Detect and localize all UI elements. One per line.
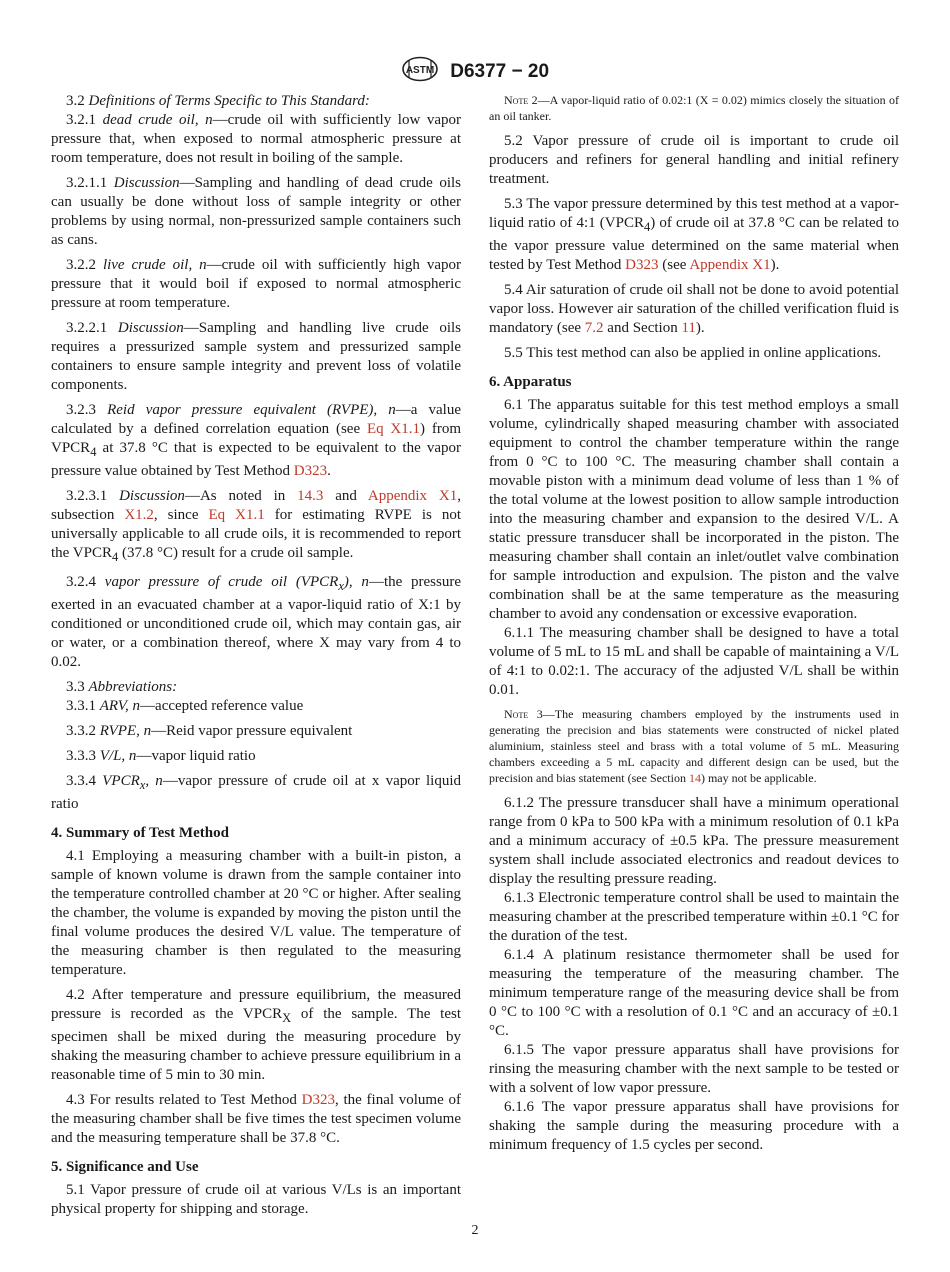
section-6-1-3: 6.1.3 Electronic temperature control shall be used to maintain the measuring chamber at the prescribed temperature within ±0.1 °C for the duration of the test. (489, 890, 899, 944)
link-x1-2[interactable]: X1.2 (124, 507, 154, 523)
astm-logo-icon (401, 56, 439, 88)
section-6-1-6: 6.1.6 The vapor pressure apparatus shall have provisions for shaking the sample during the measuring procedure with a minimum frequency of 1.5 cycles per second. (489, 1099, 899, 1153)
link-7-2[interactable]: 7.2 (584, 320, 604, 336)
section-3-2: 3.2 Definitions of Terms Specific to This Standard: (66, 93, 370, 109)
section-4-1: 4.1 Employing a measuring chamber with a built-in piston, a sample of known volume is drawn from the sample container into the temperature controlled chamber at 20 °C or higher. After sealing the chamber, the volume is expanded by moving the piston until the final volume produces the desired V/L value. The temperature of the measuring chamber is then regulated to the measuring temperature. (51, 848, 461, 978)
section-5-4: 5.4 Air saturation of crude oil shall not be done to avoid potential vapor loss. However air saturation of the chilled verification fluid is mandatory (see 7.2 and Section 11). (489, 282, 899, 336)
section-3-3-3: 3.3.3 V/L, n—vapor liquid ratio (66, 748, 256, 764)
section-3-3: 3.3 Abbreviations: (66, 679, 178, 695)
section-6-1-2: 6.1.2 The pressure transducer shall have a minimum operational range from 0 kPa to 500 kPa with a minimum resolution of 0.1 kPa and a minimum accuracy of ±0.5 kPa. The pressure measurement system shall include associated electronics and readout devices to display the resulting pressure reading. (489, 795, 899, 887)
link-appendix-x1[interactable]: Appendix X1 (689, 257, 771, 273)
section-4-2: 4.2 After temperature and pressure equilibrium, the measured pressure is recorded as the $VPCR_X$ of the sample. The test specimen shall be mixed during the measuring procedure by shaking the measuring chamber to achieve pressure equilibrium in a reasonable time of 5 min to 30 min. (51, 987, 462, 1083)
link-d323[interactable]: D323 (293, 463, 328, 479)
page-header (0, 56, 950, 88)
section-5-2: 5.2 Vapor pressure of crude oil is important to crude oil producers and refiners for general handling and initial refinery treatment. (489, 133, 899, 187)
link-appendix-x1[interactable]: Appendix X1 (367, 488, 458, 504)
right-column (489, 92, 899, 1155)
section-6-1-1: 6.1.1 The measuring chamber shall be designed to have a total volume of 5 mL to 15 mL and shall be capable of maintaining a V/L of 4:1 to 0.02:1. The accuracy of the adjusted V/L shall be within 0.01. (489, 625, 899, 698)
link-d323[interactable]: D323 (301, 1092, 335, 1108)
left-column (51, 92, 461, 1225)
section-4-heading: 4. Summary of Test Method (51, 825, 229, 841)
note-2: Note 2—A vapor-liquid ratio of 0.02:1 (X = 0.02) mimics closely the situation of an oil tanker. (489, 93, 900, 123)
note-3: Note 3—The measuring chambers employed by the instruments used in generating the precision and bias statements were constructed of nickel plated aluminium, stainless steel and brass with a total volume of 5 mL. Measuring chambers exceeding a 5 mL capacity and different design can be used, but the precision and bias statement (see Section 14) may not be applicable. (489, 707, 900, 785)
link-eq-x1-1[interactable]: Eq X1.1 (366, 421, 421, 437)
section-3-2-1: 3.2.1 dead crude oil, n—crude oil with sufficiently low vapor pressure that, when exposed to normal atmospheric pressure at room temperature, does not result in boiling of the sample. (51, 112, 462, 166)
document-title: D6377 − 20 (450, 61, 550, 82)
section-3-2-1-1: 3.2.1.1 Discussion—Sampling and handling of dead crude oils can usually be done without loss of sample integrity or other problems by using normal, non-pressurized sample containers such as cans. (51, 175, 461, 248)
section-6-1: 6.1 The apparatus suitable for this test method employs a small volume, cylindrically shaped measuring chamber with associated equipment to control the chamber temperature within the range from 0 °C to 100 °C. The measuring chamber shall contain a movable piston with a minimum dead volume of less than 1 % of the total volume at the lowest position to allow sample introduction into the measuring chamber and expansion to the desired V/L. A static pressure transducer shall be incorporated in the piston. The measuring chamber shall contain an inlet/outlet valve combination for sample introduction and expulsion. The piston and the valve combination shall be at the same temperature as the measuring chamber to avoid any condensation or excessive evaporation. (489, 397, 899, 622)
link-14-3[interactable]: 14.3 (297, 488, 324, 504)
section-6-1-4: 6.1.4 A platinum resistance thermometer shall be used for measuring the temperature of the measuring chamber. The minimum temperature range of the measuring device shall be from 0 °C to 100 °C with a resolution of 0.1 °C and an accuracy of ±0.1 °C. (489, 947, 899, 1039)
link-d323[interactable]: D323 (625, 257, 659, 273)
section-6-heading: 6. Apparatus (489, 374, 572, 390)
section-5-1: 5.1 Vapor pressure of crude oil at various V/Ls is an important physical property for shipping and storage. (51, 1182, 461, 1217)
link-section-14[interactable]: 14 (688, 771, 701, 785)
section-3-2-3: 3.2.3 Reid vapor pressure equivalent (RVPE), n—a value calculated by a defined correlation equation (see Eq X1.1) from $VPCR_4$ at 37.8 °C that is expected to be equivalent to the vapor pressure value obtained by Test Method D323. (51, 402, 462, 479)
link-section-11[interactable]: 11 (681, 320, 696, 336)
section-5-5: 5.5 This test method can also be applied in online applications. (504, 345, 882, 361)
section-3-3-4: 3.3.4 $VPCR_x$, n—vapor pressure of crude oil at x vapor liquid ratio (51, 773, 462, 812)
section-3-2-3-1: 3.2.3.1 Discussion—As noted in 14.3 and Appendix X1, subsection X1.2, since Eq X1.1 for estimating RVPE is not universally applicable to all crude oils, it is recommended to report the $VPCR_4$ (37.8 °C) result for a crude oil sample. (51, 488, 462, 564)
section-4-3: 4.3 For results related to Test Method D323, the final volume of the measuring chamber shall be five times the test specimen volume and the measuring temperature shall be 37.8 °C. (51, 1092, 462, 1146)
section-3-3-1: 3.3.1 ARV, n—accepted reference value (66, 698, 304, 714)
section-3-2-2: 3.2.2 live crude oil, n—crude oil with sufficiently high vapor pressure that it would boil if exposed to normal atmospheric pressure at room temperature. (51, 257, 461, 311)
section-3-2-4: 3.2.4 vapor pressure of crude oil $(VPCR_x)$, n—the pressure exerted in an evacuated chamber at a vapor-liquid ratio of X:1 by conditioned or unconditioned crude oil, which may contain gas, air or water, or a combination thereof, where X may vary from 4 to 0.02. (51, 574, 462, 670)
page-number: 2 (471, 1223, 479, 1238)
section-3-3-2: 3.3.2 RVPE, n—Reid vapor pressure equivalent (66, 723, 353, 739)
section-5-heading: 5. Significance and Use (51, 1159, 199, 1175)
logo-text: ASTM (405, 65, 435, 76)
section-5-3: 5.3 The vapor pressure determined by this test method at a vapor-liquid ratio of 4:1 $(VPCR_4)$ of crude oil at 37.8 °C can be related to the vapor pressure value determined on the same material when tested by Test Method D323 (see Appendix X1). (489, 196, 900, 273)
section-6-1-5: 6.1.5 The vapor pressure apparatus shall have provisions for rinsing the measuring chamber with the next sample to be tested or with a solvent of low vapor pressure. (489, 1042, 899, 1096)
link-eq-x1-1[interactable]: Eq X1.1 (208, 507, 265, 523)
section-3-2-2-1: 3.2.2.1 Discussion—Sampling and handling live crude oils requires a pressurized sample system and pressurized sample containers to ensure sample integrity and prevent loss of volatile components. (51, 320, 462, 393)
